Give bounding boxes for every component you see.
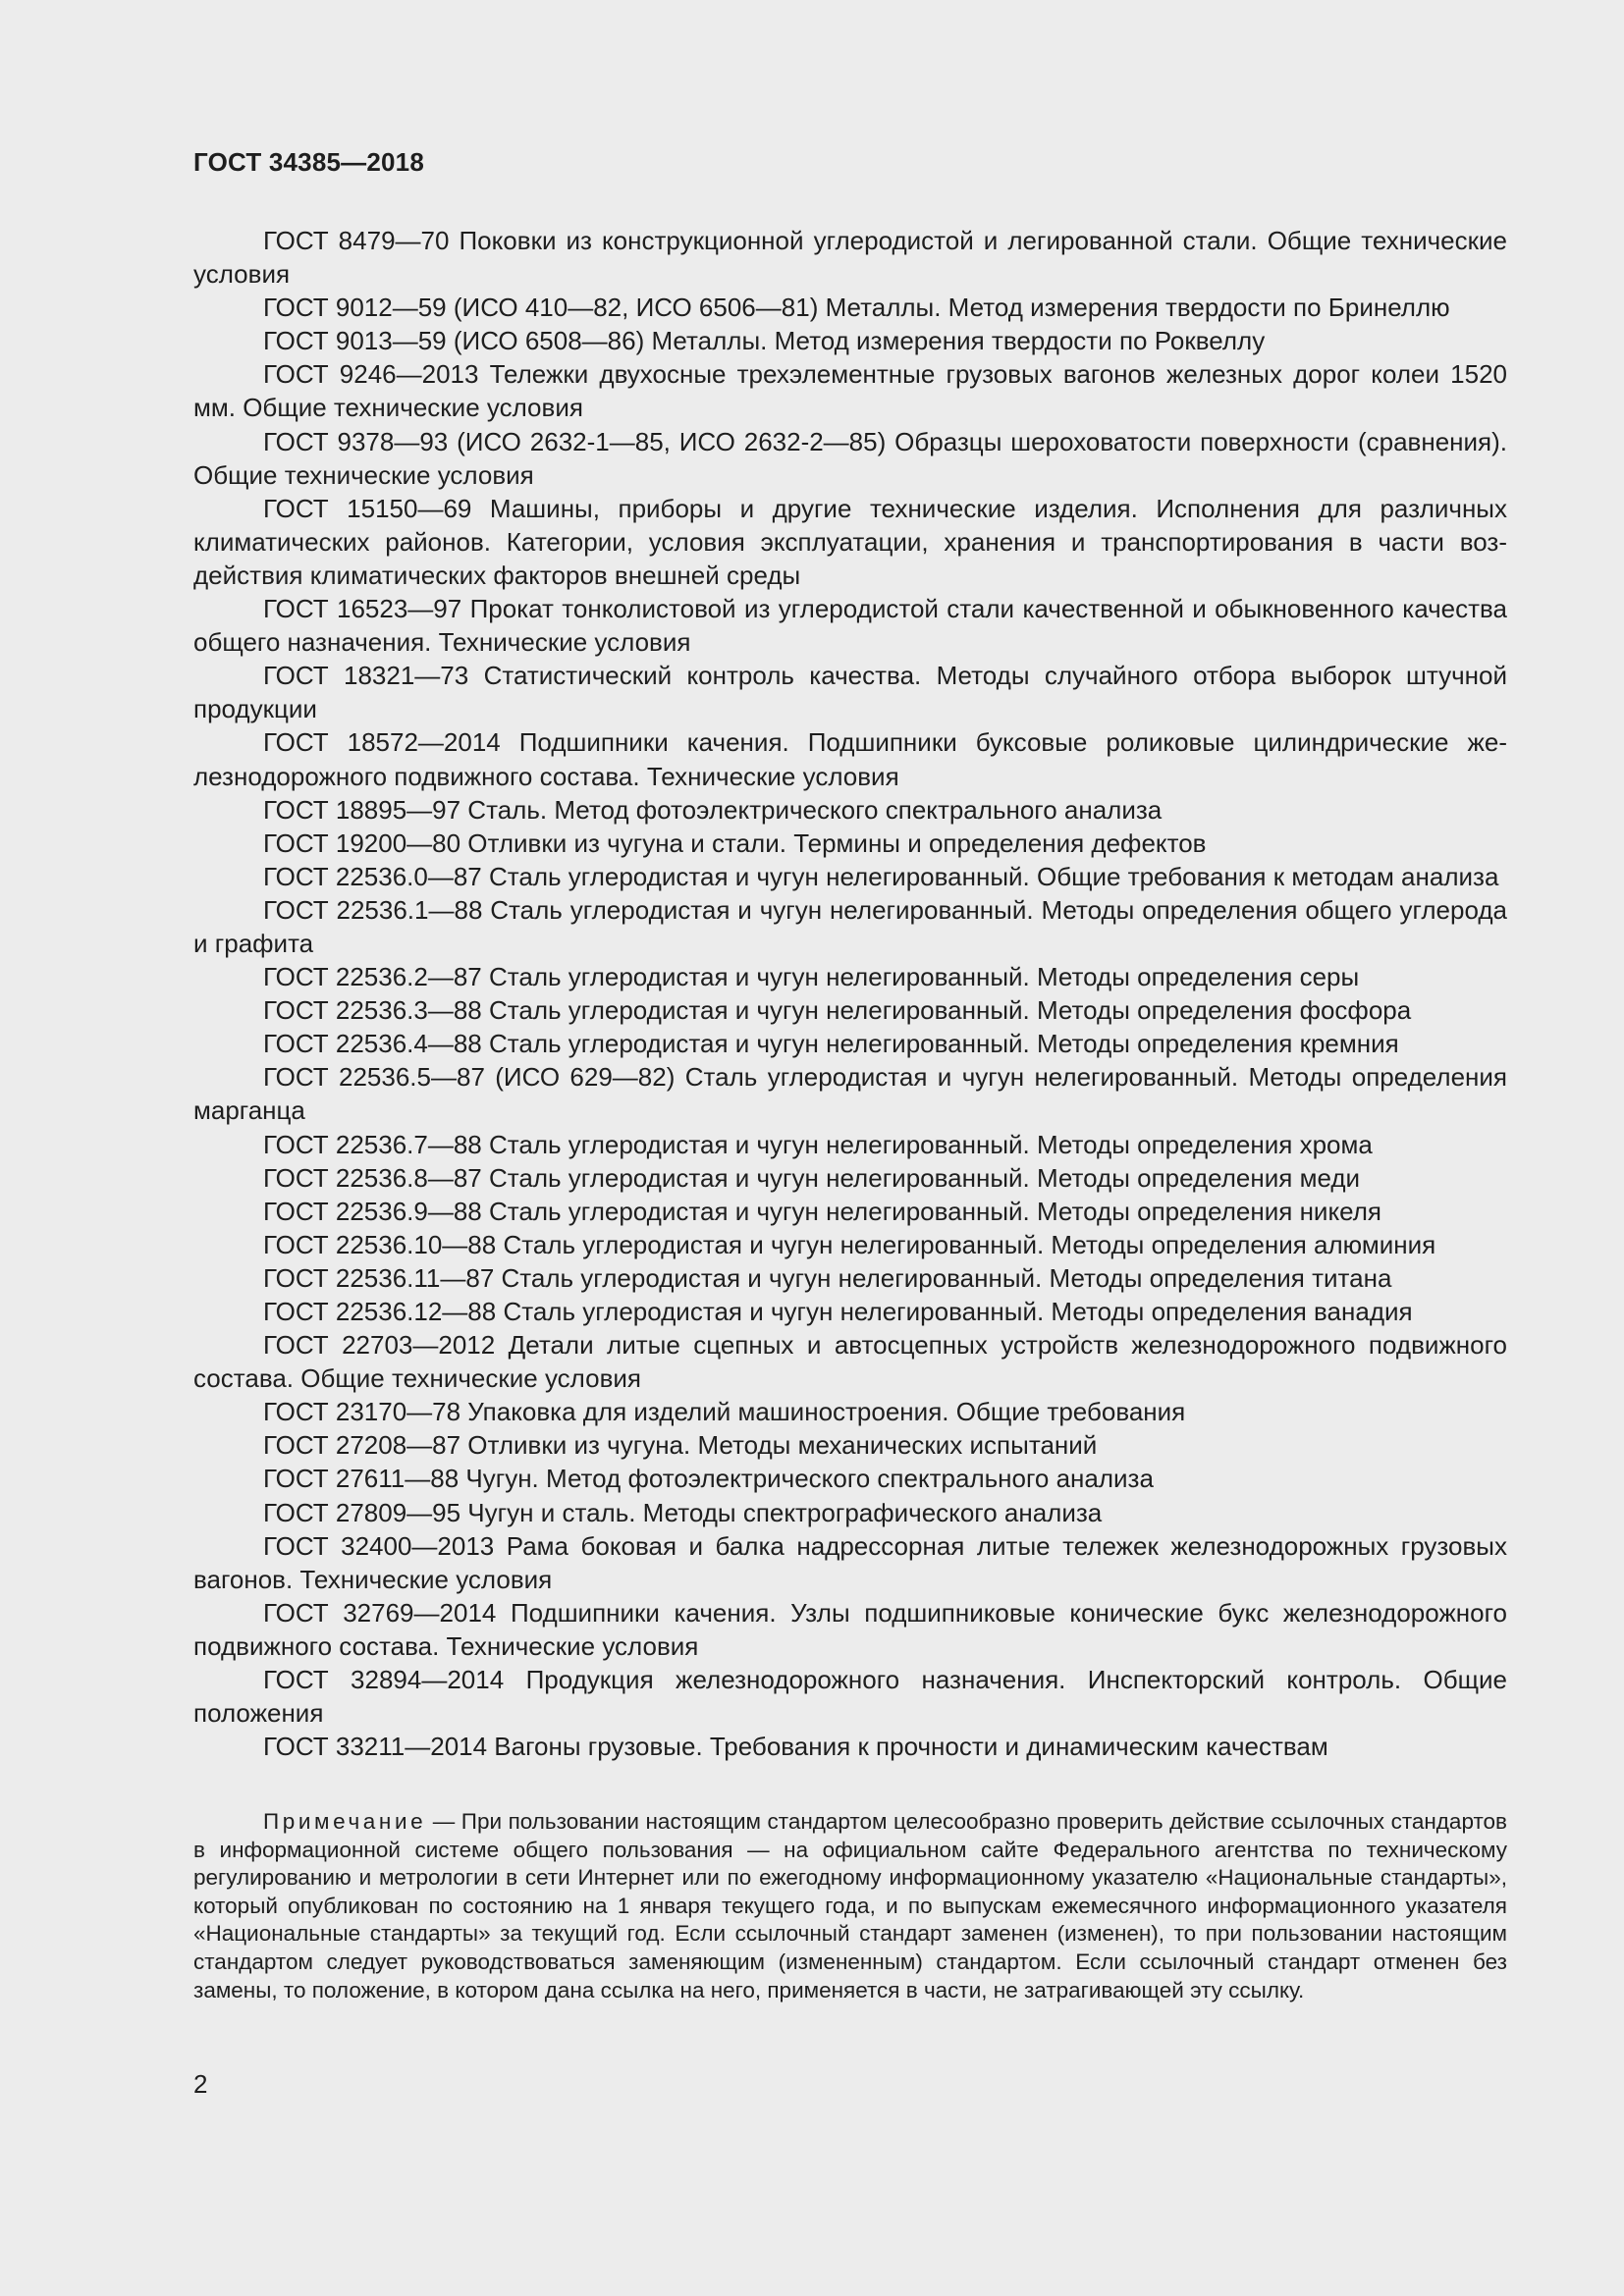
references-list — [193, 224, 1507, 1763]
reference-item: ГОСТ 22536.8—87 Сталь углеродистая и чугун нелегированный. Методы определения меди — [263, 1162, 1361, 1193]
reference-item: ГОСТ 18321—73 Статистический контроль качества. Методы случайного отбора выборок штучной продукции — [193, 661, 1507, 724]
reference-item: ГОСТ 22536.0—87 Сталь углеродистая и чугун нелегированный. Общие требования к методам анализа — [263, 861, 1499, 891]
reference-item: ГОСТ 22536.2—87 Сталь углеродистая и чугун нелегированный. Методы определения серы — [263, 962, 1360, 992]
reference-item: ГОСТ 22536.4—88 Сталь углеродистая и чугун нелегированный. Методы определения кремния — [263, 1029, 1399, 1059]
reference-item: ГОСТ 9246—2013 Тележки двухосные трехэлементные грузовых вагонов железных дорог колеи 1520 мм. Общие технические условия — [193, 359, 1507, 423]
reference-item: ГОСТ 18572—2014 Подшипники качения. Подшипники буксовые роликовые цилиндрические железнодорожного подвижного состава. Технические условия — [193, 727, 1507, 791]
reference-item: ГОСТ 22536.5—87 (ИСО 629—82) Сталь углеродистая и чугун нелегированный. Методы определения марганца — [193, 1062, 1507, 1126]
reference-item: ГОСТ 18895—97 Сталь. Метод фотоэлектрического спектрального анализа — [263, 794, 1163, 825]
reference-item: ГОСТ 16523—97 Прокат тонколистовой из углеродистой стали качественной и обыкновенного качества общего назначения. Технические условия — [193, 594, 1507, 658]
reference-item: ГОСТ 22536.11—87 Сталь углеродистая и чугун нелегированный. Методы определения титана — [263, 1262, 1392, 1293]
reference-item: ГОСТ 8479—70 Поковки из конструкционной углеродистой и легированной стали. Общие технические условия — [193, 226, 1507, 290]
reference-item: ГОСТ 32400—2013 Рама боковая и балка надрессорная литые тележек железнодорожных грузовых вагонов. Технические условия — [193, 1530, 1507, 1594]
reference-item: ГОСТ 9012—59 (ИСО 410—82, ИСО 6506—81) Металлы. Метод измерения твердости по Бринеллю — [263, 293, 1450, 323]
reference-item: ГОСТ 19200—80 Отливки из чугуна и стали. Термины и определения дефектов — [263, 828, 1207, 858]
reference-item: ГОСТ 27611—88 Чугун. Метод фотоэлектрического спектрального анализа — [263, 1464, 1154, 1494]
reference-item: ГОСТ 22536.10—88 Сталь углеродистая и чугун нелегированный. Методы определения алюминия — [263, 1229, 1436, 1259]
note-text: — При пользовании настоящим стандартом целесообразно проверить действие ссылочных стандартов в информационной системе общего пользования — на официальном сайте Федерального агентства по техническому регулированию и метрологии в сети Интернет или по ежегодному информационному указателю «Национальные стандарты», который опубликован по состоянию на 1 января текущего года, и по выпускам ежемесячного информационного указателя «Национальные стандарты» за текущий год. Если ссылочный стандарт заменен (изменен), то при пользовании настоящим стандартом следует руководствоваться заменяющим (измененным) стандартом. Если ссылочный стандарт отменен без замены, то положение, в котором дана ссылка на него, применяется в части, не затрагивающей эту ссылку. — [193, 1809, 1507, 2002]
reference-item: ГОСТ 9378—93 (ИСО 2632-1—85, ИСО 2632-2—85) Образцы шероховатости поверхности (сравнения). Общие технические условия — [193, 426, 1507, 490]
reference-item: ГОСТ 23170—78 Упаковка для изделий машиностроения. Общие требования — [263, 1397, 1186, 1427]
document-header: ГОСТ 34385—2018 — [193, 147, 424, 177]
reference-item: ГОСТ 33211—2014 Вагоны грузовые. Требования к прочности и динамическим качествам — [263, 1732, 1328, 1762]
reference-item: ГОСТ 22536.9—88 Сталь углеродистая и чугун нелегированный. Методы определения никеля — [263, 1196, 1381, 1226]
page-number: 2 — [193, 2069, 208, 2099]
reference-item: ГОСТ 27809—95 Чугун и сталь. Методы спектрографического анализа — [263, 1497, 1103, 1527]
reference-item: ГОСТ 27208—87 Отливки из чугуна. Методы механических испытаний — [263, 1430, 1098, 1461]
reference-item: ГОСТ 22703—2012 Детали литые сцепных и автосцепных устройств железнодорожного подвижного состава. Общие технические условия — [193, 1330, 1507, 1394]
reference-item: ГОСТ 15150—69 Машины, приборы и другие технические изделия. Исполнения для различных климатических районов. Категории, условия эксплуатации, хранения и транспортирования в части воздействия климатических факторов внешней среды — [193, 493, 1507, 590]
reference-item: ГОСТ 32769—2014 Подшипники качения. Узлы подшипниковые конические букс железнодорожного подвижного состава. Технические условия — [193, 1597, 1507, 1661]
reference-item: ГОСТ 22536.3—88 Сталь углеродистая и чугун нелегированный. Методы определения фосфора — [263, 995, 1412, 1026]
reference-item: ГОСТ 22536.12—88 Сталь углеродистая и чугун нелегированный. Методы определения ванадия — [263, 1297, 1413, 1326]
reference-item: ГОСТ 22536.7—88 Сталь углеродистая и чугун нелегированный. Методы определения хрома — [263, 1129, 1373, 1159]
note-label: Примечание — [263, 1809, 427, 1834]
note-paragraph — [193, 1808, 1507, 2004]
reference-item: ГОСТ 32894—2014 Продукция железнодорожного назначения. Инспекторский контроль. Общие положения — [193, 1665, 1507, 1729]
reference-item: ГОСТ 22536.1—88 Сталь углеродистая и чугун нелегированный. Методы определения общего углерода и графита — [193, 894, 1507, 958]
reference-item: ГОСТ 9013—59 (ИСО 6508—86) Металлы. Метод измерения твердости по Роквеллу — [263, 326, 1266, 356]
